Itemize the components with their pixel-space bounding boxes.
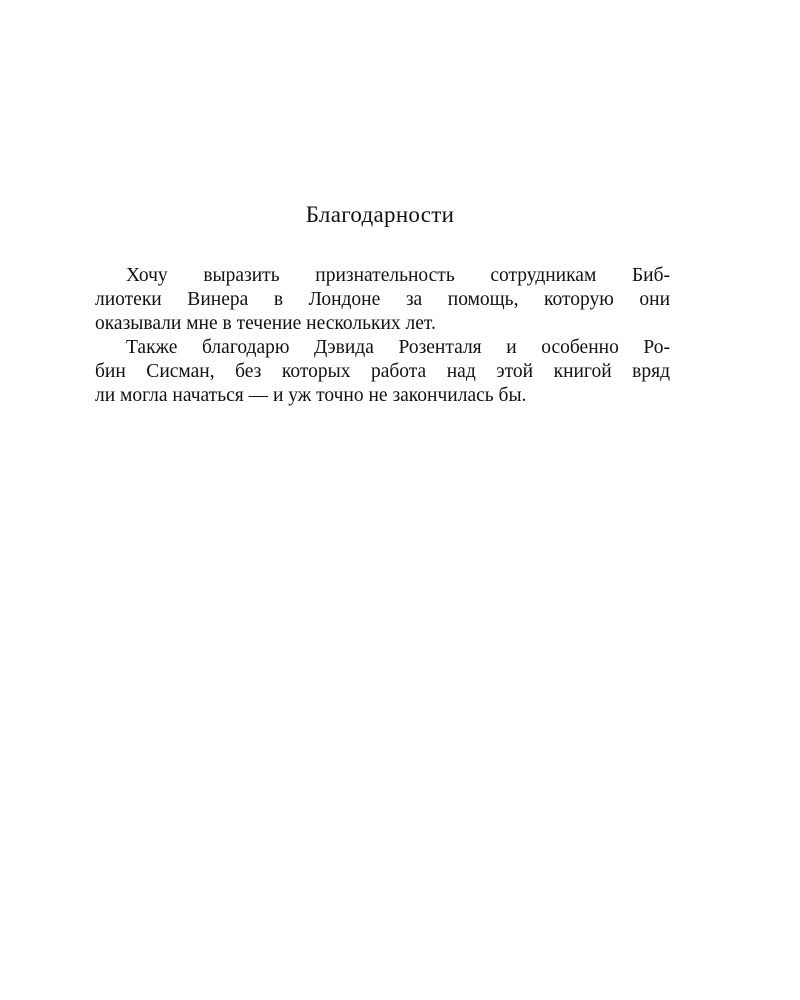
text-line: Хочу выразить признательность сотрудникам Биб- bbox=[126, 265, 670, 286]
paragraph-2 bbox=[95, 336, 670, 408]
text-line: лиотеки Винера в Лондоне за помощь, которую они bbox=[95, 289, 670, 310]
page-heading: Благодарности bbox=[305, 202, 455, 227]
text-line: ли могла начаться — и уж точно не закончилась бы. bbox=[95, 385, 527, 406]
acknowledgements-text bbox=[95, 264, 670, 408]
text-line: бин Сисман, без которых работа над этой книгой вряд bbox=[95, 361, 670, 382]
text-line: Также благодарю Дэвида Розенталя и особенно Ро- bbox=[126, 337, 670, 358]
text-line: оказывали мне в течение нескольких лет. bbox=[95, 313, 436, 334]
paragraph-1 bbox=[95, 264, 670, 336]
